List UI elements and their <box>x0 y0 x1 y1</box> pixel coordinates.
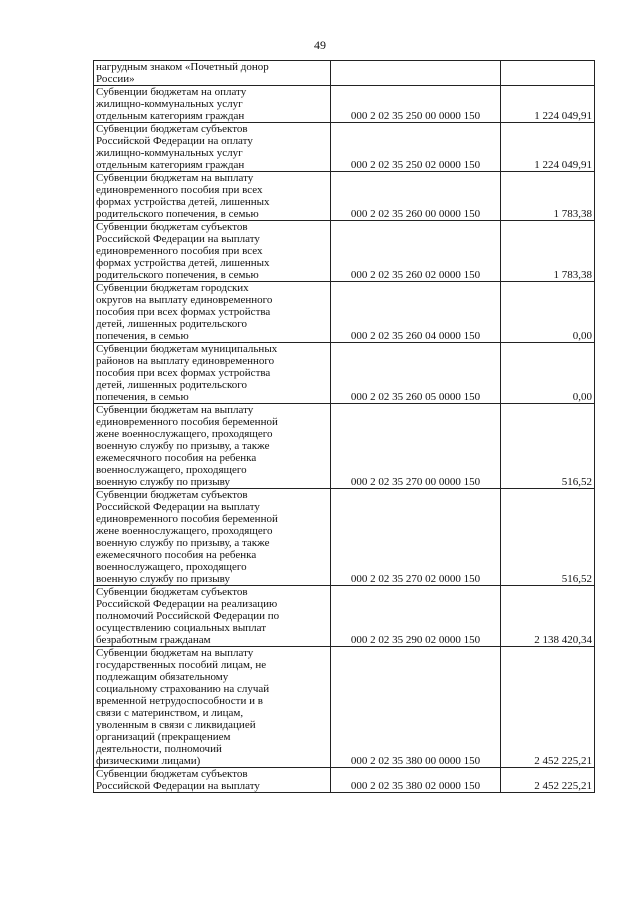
description-line: пособия при всех формах устройства <box>96 306 271 318</box>
row-description <box>94 489 331 586</box>
amount-value <box>501 61 595 86</box>
budget-classification-code: 000 2 02 35 290 02 0000 150 <box>331 586 501 647</box>
budget-classification-code: 000 2 02 35 380 00 0000 150 <box>331 647 501 768</box>
description-line: военную службу по призыву <box>96 573 230 585</box>
description-line: России» <box>96 73 135 85</box>
amount-value: 2 138 420,34 <box>501 586 595 647</box>
description-line: нагрудным знаком «Почетный донор <box>96 61 269 73</box>
table-row <box>94 343 595 404</box>
description-line: округов на выплату единовременного <box>96 294 273 306</box>
description-line: Субвенции бюджетам на выплату <box>96 172 254 184</box>
description-line: Субвенции бюджетам субъектов <box>96 489 248 501</box>
table-row <box>94 123 595 172</box>
table-row <box>94 282 595 343</box>
table-row <box>94 61 595 86</box>
budget-classification-code: 000 2 02 35 270 00 0000 150 <box>331 404 501 489</box>
description-line: попечения, в семью <box>96 391 189 403</box>
description-line: военнослужащего, проходящего <box>96 464 247 476</box>
description-line: военную службу по призыву, а также <box>96 440 270 452</box>
row-description <box>94 86 331 123</box>
description-line: попечения, в семью <box>96 330 189 342</box>
budget-classification-code: 000 2 02 35 260 04 0000 150 <box>331 282 501 343</box>
budget-classification-code <box>331 61 501 86</box>
amount-value: 1 224 049,91 <box>501 123 595 172</box>
budget-table-body <box>94 61 595 793</box>
table-row <box>94 647 595 768</box>
description-line: отдельным категориям граждан <box>96 159 245 171</box>
table-row <box>94 404 595 489</box>
description-line: военную службу по призыву <box>96 476 230 488</box>
row-description <box>94 221 331 282</box>
page-number: 49 <box>314 38 326 52</box>
row-description <box>94 647 331 768</box>
description-line: Российской Федерации на реализацию <box>96 598 278 610</box>
description-line: районов на выплату единовременного <box>96 355 275 367</box>
row-description <box>94 343 331 404</box>
description-line: Субвенции бюджетам на выплату <box>96 647 254 659</box>
description-line: организаций (прекращением <box>96 731 231 743</box>
description-line: безработным гражданам <box>96 634 211 646</box>
description-line: Российской Федерации на выплату <box>96 780 260 792</box>
row-description <box>94 61 331 86</box>
description-line: военнослужащего, проходящего <box>96 561 247 573</box>
budget-classification-code: 000 2 02 35 250 00 0000 150 <box>331 86 501 123</box>
description-line: государственных пособий лицам, не <box>96 659 267 671</box>
description-line: единовременного пособия при всех <box>96 245 263 257</box>
description-line: Субвенции бюджетам на выплату <box>96 404 254 416</box>
amount-value: 0,00 <box>501 343 595 404</box>
amount-value: 2 452 225,21 <box>501 768 595 793</box>
table-row <box>94 172 595 221</box>
description-line: подлежащим обязательному <box>96 671 229 683</box>
description-line: жилищно-коммунальных услуг <box>96 98 243 110</box>
description-line: военную службу по призыву, а также <box>96 537 270 549</box>
table-row <box>94 489 595 586</box>
description-line: связи с материнством, и лицам, <box>96 707 244 719</box>
description-line: единовременного пособия беременной <box>96 416 278 428</box>
description-line: Субвенции бюджетам муниципальных <box>96 343 278 355</box>
description-line: единовременного пособия при всех <box>96 184 263 196</box>
description-line: полномочий Российской Федерации по <box>96 610 280 622</box>
amount-value: 1 783,38 <box>501 172 595 221</box>
description-line: осуществлению социальных выплат <box>96 622 267 634</box>
description-line: Субвенции бюджетам субъектов <box>96 768 248 780</box>
table-row <box>94 86 595 123</box>
description-line: Субвенции бюджетам субъектов <box>96 221 248 233</box>
row-description <box>94 404 331 489</box>
description-line: социальному страхованию на случай <box>96 683 270 695</box>
description-line: родительского попечения, в семью <box>96 208 259 220</box>
description-line: ежемесячного пособия на ребенка <box>96 549 257 561</box>
amount-value: 1 783,38 <box>501 221 595 282</box>
table-row <box>94 768 595 793</box>
amount-value: 0,00 <box>501 282 595 343</box>
table-row <box>94 586 595 647</box>
description-line: деятельности, полномочий <box>96 743 222 755</box>
description-line: Субвенции бюджетам городских <box>96 282 249 294</box>
description-line: пособия при всех формах устройства <box>96 367 271 379</box>
row-description <box>94 282 331 343</box>
budget-classification-code: 000 2 02 35 270 02 0000 150 <box>331 489 501 586</box>
description-line: отдельным категориям граждан <box>96 110 245 122</box>
description-line: детей, лишенных родительского <box>96 379 247 391</box>
description-line: формах устройства детей, лишенных <box>96 196 270 208</box>
description-line: физическими лицами) <box>96 755 201 767</box>
row-description <box>94 172 331 221</box>
table-row <box>94 221 595 282</box>
description-line: временной нетрудоспособности и в <box>96 695 263 707</box>
description-line: жене военнослужащего, проходящего <box>96 428 273 440</box>
row-description <box>94 768 331 793</box>
description-line: Субвенции бюджетам субъектов <box>96 586 248 598</box>
budget-table <box>93 60 595 793</box>
description-line: уволенным в связи с ликвидацией <box>96 719 256 731</box>
amount-value: 516,52 <box>501 404 595 489</box>
budget-classification-code: 000 2 02 35 260 05 0000 150 <box>331 343 501 404</box>
budget-classification-code: 000 2 02 35 260 02 0000 150 <box>331 221 501 282</box>
amount-value: 2 452 225,21 <box>501 647 595 768</box>
description-line: жене военнослужащего, проходящего <box>96 525 273 537</box>
budget-classification-code: 000 2 02 35 380 02 0000 150 <box>331 768 501 793</box>
description-line: родительского попечения, в семью <box>96 269 259 281</box>
row-description <box>94 586 331 647</box>
description-line: Российской Федерации на оплату <box>96 135 253 147</box>
description-line: единовременного пособия беременной <box>96 513 278 525</box>
amount-value: 516,52 <box>501 489 595 586</box>
budget-classification-code: 000 2 02 35 250 02 0000 150 <box>331 123 501 172</box>
description-line: формах устройства детей, лишенных <box>96 257 270 269</box>
budget-classification-code: 000 2 02 35 260 00 0000 150 <box>331 172 501 221</box>
description-line: жилищно-коммунальных услуг <box>96 147 243 159</box>
description-line: ежемесячного пособия на ребенка <box>96 452 257 464</box>
description-line: Субвенции бюджетам на оплату <box>96 86 247 98</box>
description-line: Российской Федерации на выплату <box>96 233 260 245</box>
description-line: Субвенции бюджетам субъектов <box>96 123 248 135</box>
amount-value: 1 224 049,91 <box>501 86 595 123</box>
row-description <box>94 123 331 172</box>
description-line: Российской Федерации на выплату <box>96 501 260 513</box>
description-line: детей, лишенных родительского <box>96 318 247 330</box>
